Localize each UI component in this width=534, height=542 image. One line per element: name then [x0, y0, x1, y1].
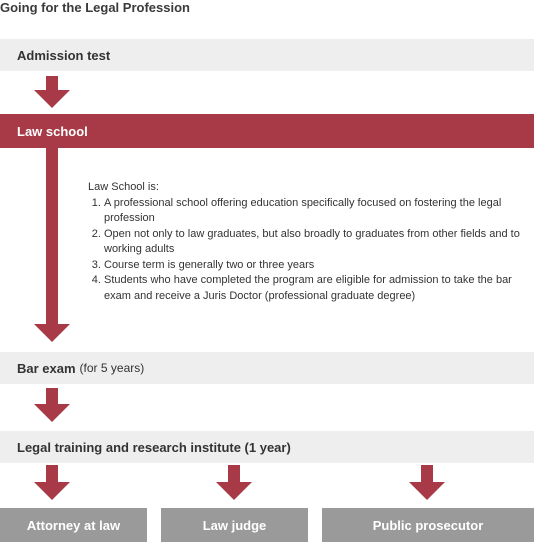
description-item: 3. Course term is generally two or three years [104, 258, 524, 274]
outcome-label: Law judge [202, 517, 267, 533]
outcome-prosecutor [322, 508, 534, 542]
down-arrow-icon [408, 462, 446, 502]
admission-test-label: Admission test [17, 47, 111, 63]
description-item: 4. Students who have completed the program are eligible for admission to take the bar exam and receive a Juris Doctor (professional graduate degree) [104, 273, 524, 304]
law-school-label: Law school [17, 123, 88, 139]
bar-exam-stage [0, 352, 534, 384]
law-school-description [88, 180, 524, 304]
description-item: 2. Open not only to law graduates, but also broadly to graduates from other fields and to working adults [104, 227, 524, 258]
legal-training-stage [0, 431, 534, 463]
outcome-label: Attorney at law [26, 517, 121, 533]
description-item: 1. A professional school offering education specifically focused on fostering the legal profession [104, 196, 524, 227]
legal-training-label: Legal training and research institute (1 year) [17, 439, 291, 455]
description-intro: Law School is: [88, 181, 159, 193]
down-arrow-icon [33, 385, 71, 423]
down-arrow-icon [33, 71, 71, 109]
long-down-arrow-icon [33, 148, 71, 343]
bar-exam-note: (for 5 years) [79, 361, 145, 375]
outcome-attorney [0, 508, 147, 542]
down-arrow-icon [33, 462, 71, 502]
down-arrow-icon [215, 462, 253, 502]
outcome-judge [161, 508, 308, 542]
outcome-label: Public prosecutor [372, 517, 484, 533]
description-list [88, 196, 524, 305]
law-school-stage [0, 114, 534, 148]
admission-test-stage [0, 39, 534, 71]
bar-exam-label: Bar exam [17, 360, 76, 376]
diagram-title: Going for the Legal Profession [0, 0, 190, 15]
